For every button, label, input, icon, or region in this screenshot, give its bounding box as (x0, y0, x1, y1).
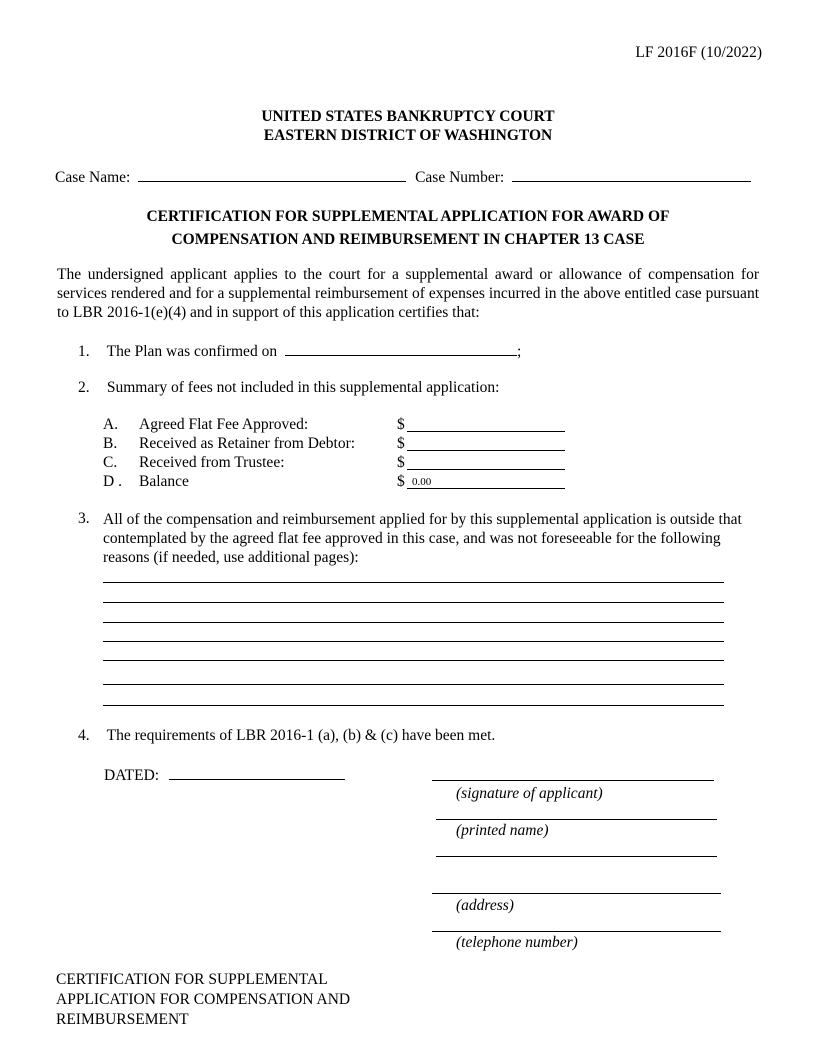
title-line-2: COMPENSATION AND REIMBURSEMENT IN CHAPTER 13 CASE (171, 231, 645, 248)
signature-caption: (signature of applicant) (456, 785, 603, 802)
fee-label: Received from Trustee: (139, 454, 285, 471)
telephone-caption: (telephone number) (456, 934, 578, 951)
item-number: 1. (78, 343, 90, 360)
fee-label: Received as Retainer from Debtor: (139, 435, 356, 452)
dated-field[interactable] (169, 765, 345, 780)
form-id: LF 2016F (10/2022) (635, 44, 762, 61)
printed-name-caption: (printed name) (456, 822, 549, 839)
title-line-1: CERTIFICATION FOR SUPPLEMENTAL APPLICATION FOR AWARD OF (146, 208, 670, 225)
item-requirements-met (78, 727, 495, 745)
fee-amount-field[interactable] (407, 431, 565, 432)
reason-line[interactable] (103, 684, 724, 685)
fee-amount-field[interactable] (407, 469, 565, 470)
form-title (0, 205, 816, 251)
item-text: The Plan was confirmed on (106, 343, 278, 360)
printed-name-field[interactable] (436, 819, 717, 820)
reason-line[interactable] (103, 660, 724, 661)
address-field-line-2[interactable] (432, 893, 721, 894)
signature-field[interactable] (432, 780, 714, 781)
item-text: The requirements of LBR 2016-1 (a), (b) & (c) have been met. (106, 727, 496, 744)
fee-amount-field[interactable] (407, 450, 565, 451)
court-name: UNITED STATES BANKRUPTCY COURT (261, 108, 555, 125)
intro-paragraph: The undersigned applicant applies to the court for a supplemental award or allowance of compensation for services rendered and for a supplemental reimbursement of expenses incurred in the above entitled case pursuant to LBR 2016-1(e)(4) and in support of this application certifies that: (57, 266, 759, 321)
telephone-field[interactable] (432, 931, 721, 932)
case-name-field[interactable] (138, 167, 406, 182)
reason-line[interactable] (103, 622, 724, 623)
item-reasons-text: All of the compensation and reimbursement applied for by this supplemental application is outside that contemplated by the agreed flat fee approved in this case, and was not foreseeable for the following reasons (if needed, use additional pages): (103, 511, 742, 566)
item-3-number: 3. (78, 510, 90, 527)
item-plan-confirmed: 1. The Plan was confirmed on ; (78, 343, 522, 360)
reason-line[interactable] (103, 641, 724, 642)
item-number: 2. (78, 379, 90, 396)
address-caption: (address) (456, 897, 514, 914)
case-number-field[interactable] (512, 167, 751, 182)
item-number: 4. (78, 727, 90, 744)
reason-line[interactable] (103, 582, 724, 583)
court-district: EASTERN DISTRICT OF WASHINGTON (263, 127, 553, 144)
balance-value: 0.00 (412, 476, 432, 488)
case-name-label: Case Name: (55, 169, 131, 186)
reason-line[interactable] (103, 602, 724, 603)
court-header (0, 107, 816, 145)
item-fee-summary (78, 379, 499, 397)
fee-label: Balance (139, 473, 189, 490)
dated-label: DATED: (104, 767, 160, 784)
balance-amount-field[interactable] (407, 488, 565, 489)
fee-label: Agreed Flat Fee Approved: (139, 416, 309, 433)
case-info-row (55, 167, 751, 187)
confirmation-date-field[interactable] (285, 341, 517, 356)
footer-title: CERTIFICATION FOR SUPPLEMENTAL APPLICATION FOR COMPENSATION AND REIMBURSEMENT (56, 971, 351, 1028)
dated-row (104, 765, 345, 785)
address-field-line-1[interactable] (436, 856, 717, 857)
case-number-label: Case Number: (415, 169, 505, 186)
reason-line[interactable] (103, 705, 724, 706)
item-text: Summary of fees not included in this supplemental application: (106, 379, 500, 396)
